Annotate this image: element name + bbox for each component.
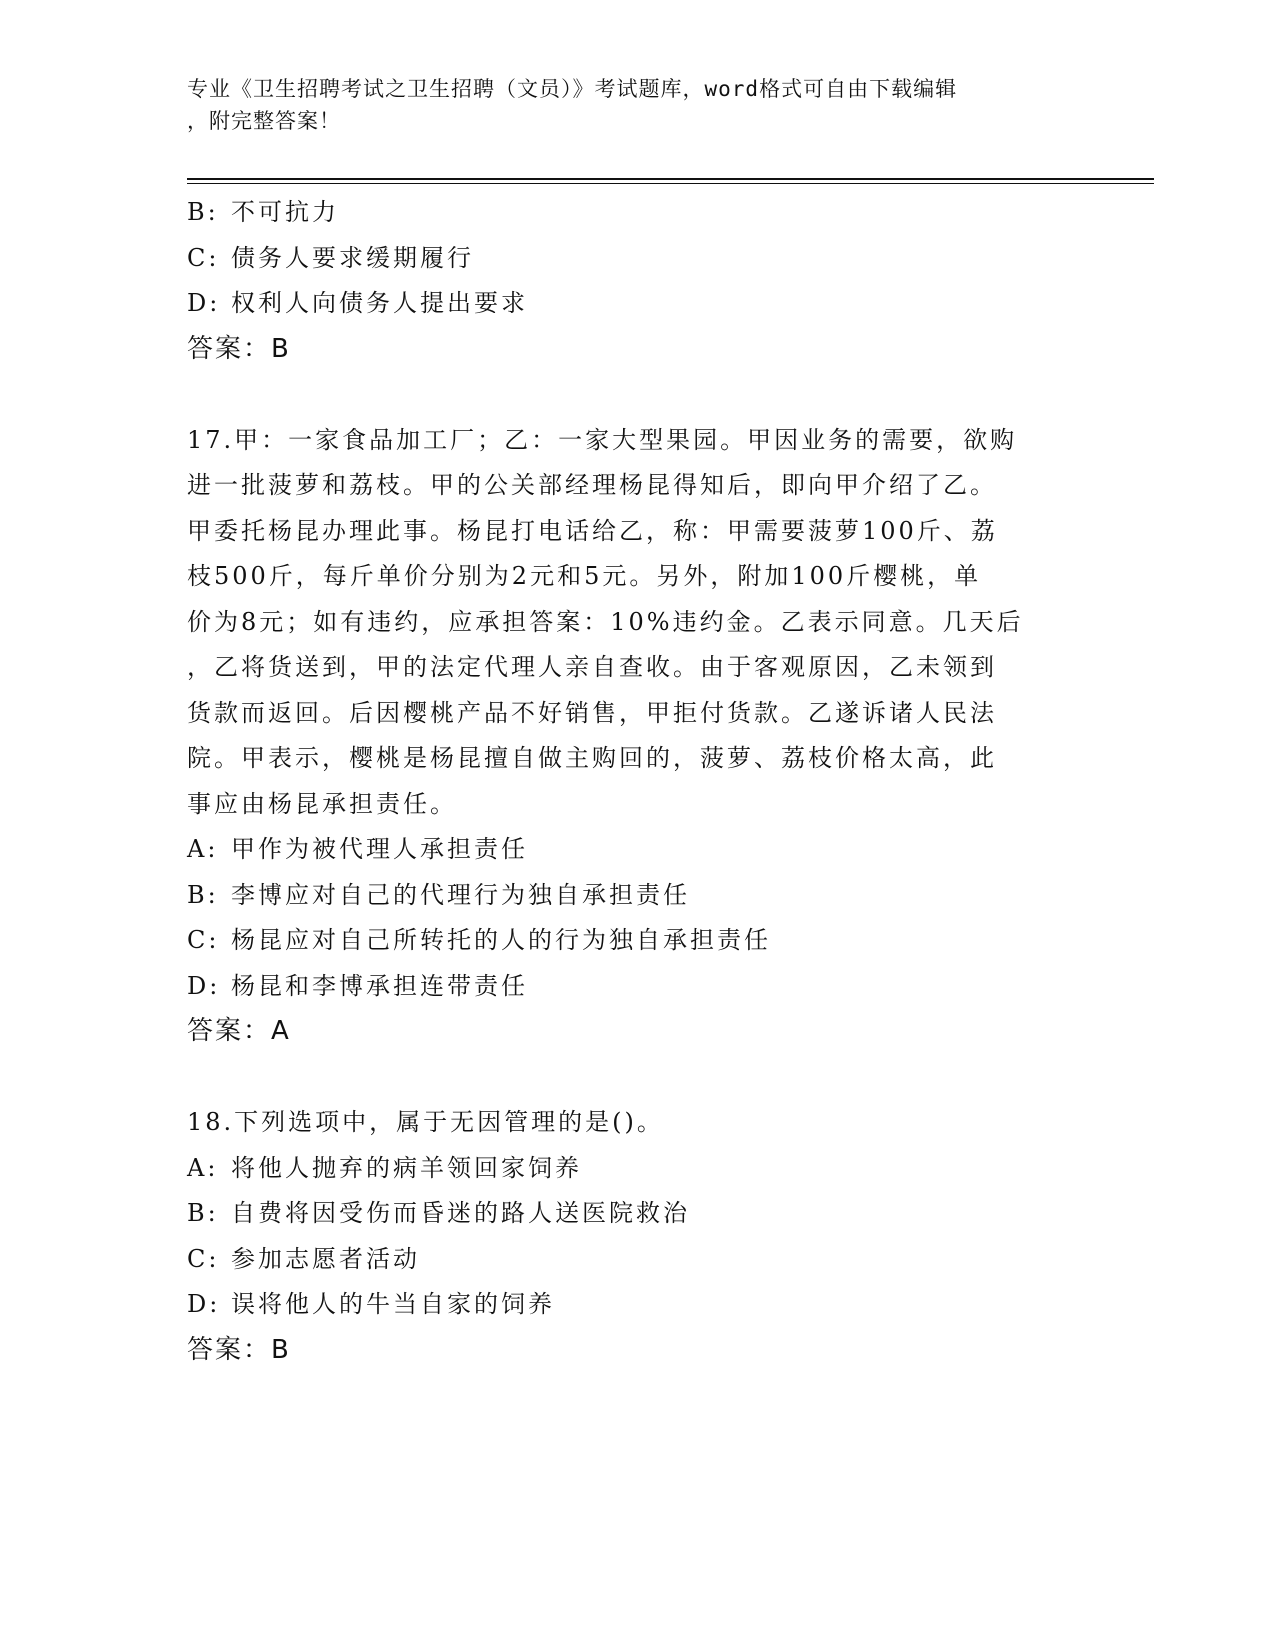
option-b — [187, 873, 1067, 919]
question-stem-line: 货款而返回。后因樱桃产品不好销售，甲拒付货款。乙遂诉诸人民法 — [187, 698, 997, 727]
option-b — [187, 1191, 1067, 1237]
question-content — [187, 190, 1067, 1373]
option-letter: A: — [187, 1153, 219, 1182]
option-c — [187, 236, 1067, 282]
header-divider-thin — [187, 183, 1154, 184]
question-18 — [187, 1100, 1067, 1373]
answer-line: 答案：B — [187, 333, 291, 364]
option-a — [187, 827, 1067, 873]
option-text: 权利人向债务人提出要求 — [231, 289, 528, 317]
question-stem-line: 事应由杨昆承担责任。 — [187, 789, 457, 818]
question-stem-line: 进一批菠萝和荔枝。甲的公关部经理杨昆得知后，即向甲介绍了乙。 — [187, 471, 997, 499]
question-stem-line: 18.下列选项中，属于无因管理的是()。 — [187, 1108, 664, 1136]
option-text: 甲作为被代理人承担责任 — [231, 835, 528, 863]
document-header — [187, 73, 1067, 137]
option-letter: C: — [187, 1244, 220, 1273]
question-stem-line: 甲委托杨昆办理此事。杨昆打电话给乙，称：甲需要菠萝100斤、荔 — [187, 516, 998, 545]
question-stem-line: 17.甲：一家食品加工厂；乙：一家大型果园。甲因业务的需要，欲购 — [187, 425, 1018, 454]
spacer — [187, 1055, 1067, 1101]
option-letter: B: — [187, 1199, 219, 1227]
option-text: 将他人抛弃的病羊领回家饲养 — [231, 1153, 582, 1182]
option-letter: B: — [187, 880, 219, 909]
answer-line: 答案：A — [187, 1016, 291, 1046]
option-a — [187, 1146, 1067, 1192]
option-text: 自费将因受伤而昏迷的路人送医院救治 — [231, 1199, 690, 1227]
option-text: 杨昆和李博承担连带责任 — [231, 971, 528, 1000]
option-text: 李博应对自己的代理行为独自承担责任 — [231, 880, 690, 909]
option-d — [187, 1282, 1067, 1328]
option-d — [187, 281, 1067, 327]
option-b — [187, 190, 1067, 236]
option-c — [187, 918, 1067, 964]
spacer — [187, 372, 1067, 418]
option-text: 参加志愿者活动 — [231, 1244, 420, 1273]
option-letter: D: — [187, 289, 221, 317]
option-letter: C: — [187, 243, 220, 272]
option-text: 杨昆应对自己所转托的人的行为独自承担责任 — [231, 926, 771, 954]
header-line-1: 专业《卫生招聘考试之卫生招聘（文员）》考试题库，word格式可自由下载编辑 — [187, 77, 958, 101]
option-text: 债务人要求缓期履行 — [231, 243, 474, 272]
option-letter: D: — [187, 971, 221, 1000]
option-d — [187, 964, 1067, 1010]
option-letter: A: — [187, 835, 219, 863]
question-17 — [187, 418, 1067, 1055]
option-letter: C: — [187, 926, 220, 954]
option-text: 误将他人的牛当自家的饲养 — [231, 1290, 555, 1318]
question-stem-line: 价为8元；如有违约，应承担答案：10%违约金。乙表示同意。几天后 — [187, 607, 1024, 636]
header-line-2: ，附完整答案！ — [187, 109, 341, 133]
answer-line: 答案：B — [187, 1334, 291, 1365]
option-c — [187, 1237, 1067, 1283]
option-text: 不可抗力 — [231, 198, 339, 226]
option-letter: B: — [187, 198, 219, 226]
header-divider-thick — [187, 178, 1154, 180]
question-16-tail — [187, 190, 1067, 372]
question-stem-line: ，乙将货送到，甲的法定代理人亲自查收。由于客观原因，乙未领到 — [187, 653, 997, 681]
question-stem-line: 枝500斤，每斤单价分别为2元和5元。另外，附加100斤樱桃，单 — [187, 562, 982, 590]
question-stem-line: 院。甲表示，樱桃是杨昆擅自做主购回的，菠萝、荔枝价格太高，此 — [187, 744, 997, 772]
option-letter: D: — [187, 1290, 221, 1318]
